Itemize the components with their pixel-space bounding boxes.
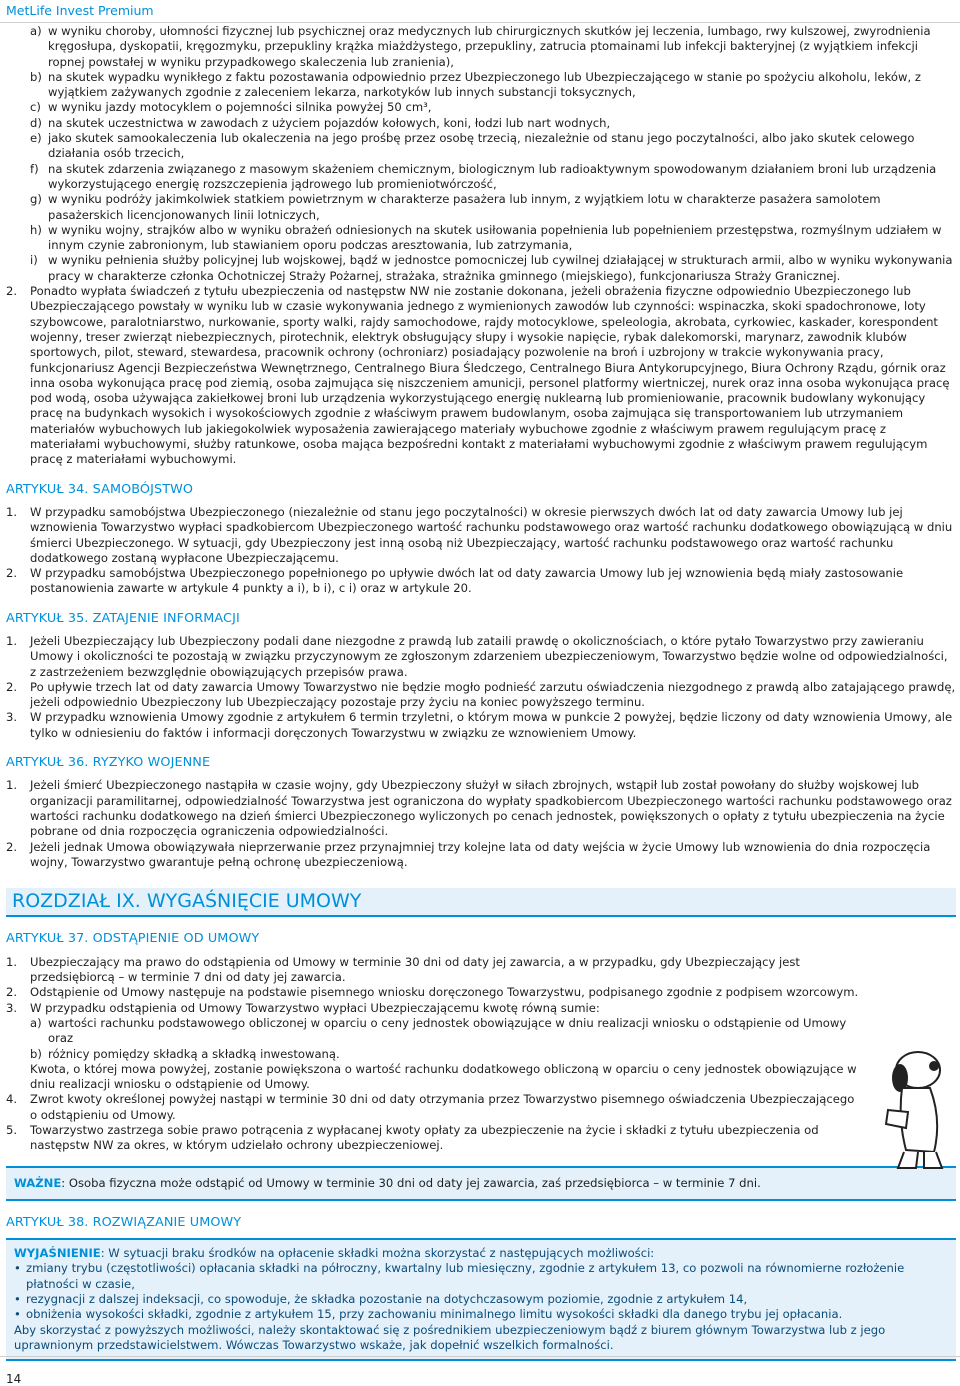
article-34-heading: ARTYKUŁ 34. SAMOBÓJSTWO xyxy=(6,481,194,497)
list-item: b) na skutek wypadku wynikłego z faktu pozostawania odpowiednio przez Ubezpieczonego lub Ubezpieczającego w stanie po spożyciu alkoholu, leków, z wyjątkiem zażywanych zgodnie z zaleceniem lekarza, narkotyków lub innych substancji toksycznych, xyxy=(30,69,921,100)
list-item: • rezygnacji z dalszej indeksacji, co spowoduje, że składka pozostanie na dotychczasowym poziomie, zgodnie z artykułem 14, xyxy=(14,1292,748,1307)
article-36-heading: ARTYKUŁ 36. RYZYKO WOJENNE xyxy=(6,755,211,771)
list-item: 2. W przypadku samobójstwa Ubezpieczonego popełnionego po upływie dwóch lat od daty zawarcia Umowy lub jej wznowienia będą miały zastosowanie postanowienia zawarte w artykule 4 punkty a i), b i), c i) oraz w artykule 20. xyxy=(6,566,904,596)
list-item: h) w wyniku wojny, strajków albo w wyniku obrażeń odniesionych na skutek usiłowania popełnienia lub popełnieniem przestępstwa, rozmyślnym udziałem w innym czynie zabronionym, lub stawianiem oporu podczas aresztowania, lub zatrzymania, xyxy=(30,222,942,253)
list-item: 3. W przypadku odstąpienia od Umowy Towarzystwo wypłaci Ubezpieczającemu kwotę równą sumie: xyxy=(6,1000,600,1015)
brand-title: MetLife Invest Premium xyxy=(6,3,154,18)
list-item: 5. Towarzystwo zastrzega sobie prawo potrącenia z wypłacanej kwoty opłaty za ubezpieczenie na życie i składki z tytułu ubezpieczenia od następstw NW za okres, w którym udzielało ochrony ubezpieczeniowej. xyxy=(6,1123,819,1153)
explanation-outro: Aby skorzystać z powyższych możliwości, należy skontaktować się z pośrednikiem ubezpieczeniowym bądź z biurem głównym Towarzystwa lub z jego uprawnionym przedstawicielstwem. Wówczas Towarzystwo wskaże, jak dopełnić wszelkich formalności. xyxy=(14,1322,886,1352)
list-item: i) w wyniku pełnienia służby policyjnej lub wojskowej, bądź w jednostce pomocniczej lub cywilnej działającej w strukturach armii, albo w wyniku wykonywania pracy w charakterze członka Ochotniczej Straży Pożarnej, strażaka, strażnika gminnego (miejskiego), funkcjonariusza Straży Granicznej. xyxy=(30,253,953,283)
list-item: g) w wyniku podróży jakimkolwiek statkiem powietrznym w charakterze pasażera lub innym, z wyjątkiem lotu w charakterze pasażera samolotem pasażerskich licencjonowanych linii lotniczych, xyxy=(30,192,881,222)
list-item: 1. Jeżeli śmierć Ubezpieczonego nastąpiła w czasie wojny, gdy Ubezpieczony służył w siłach zbrojnych, wstąpił lub został powołany do służby wojskowej lub organizacji paramilitarnej, odpowiedzialność Towarzystwa jest ograniczona do wypłaty spadkobiercom Ubezpieczonego wartości rachunku podstawowego oraz wartości rachunku dodatkowego na dzień śmierci Ubezpieczonego wyliczonych po cenach jednostek, powiększonych o opłaty z tytułu ubezpieczenia na życie pobrane od dnia rozpoczęcia ograniczenia odpowiedzialności. xyxy=(6,778,952,839)
page-header xyxy=(0,0,960,23)
list-item: 3. W przypadku wznowienia Umowy zgodnie z artykułem 6 termin trzyletni, o którym mowa w punkcie 2 powyżej, będzie liczony od daty wznowienia Umowy, ale tylko w odniesieniu do faktów i informacji doręczonych Towarzystwu w związku ze wznowieniem Umowy. xyxy=(6,710,953,740)
exclusions-list xyxy=(6,24,956,284)
important-label: WAŻNE xyxy=(14,1175,62,1190)
list-item: b) różnicy pomiędzy składką a składką inwestowaną. xyxy=(30,1046,340,1061)
list-item: d) na skutek uczestnictwa w zawodach z użyciem pojazdów kołowych, koni, łodzi lub nart wodnych, xyxy=(30,115,611,130)
chapter-title: ROZDZIAŁ IX. WYGAŚNIĘCIE UMOWY xyxy=(12,890,362,913)
document-body xyxy=(6,24,956,1361)
article-37-heading: ARTYKUŁ 37. ODSTĄPIENIE OD UMOWY xyxy=(6,931,260,947)
article-35-heading: ARTYKUŁ 35. ZATAJENIE INFORMACJI xyxy=(6,610,240,626)
list-item: 1. W przypadku samobójstwa Ubezpieczonego (niezależnie od stanu jego poczytalności) w okresie pierwszych dwóch lat od daty zawarcia Umowy lub jej wznowienia Towarzystwo wypłaci spadkobiercom Ubezpieczonego wartość rachunku podstawowego oraz wartość rachunku dodatkowego obowiązującą w dniu śmierci Ubezpieczonego. W sytuacji, gdy Ubezpieczony jest inną osobą niż Ubezpieczający, wartość rachunku podstawowego oraz wartość rachunku dodatkowego zostaną wypłacone Ubezpieczającemu. xyxy=(6,504,953,565)
page-number: 14 xyxy=(6,1372,22,1386)
list-item: • zmiany trybu (częstotliwości) opłacania składki na półroczny, kwartalny lub miesięczny, zgodnie z artykułem 13, co pozwoli na równomierne rozłożenie płatności w czasie, xyxy=(14,1261,905,1291)
footer-divider xyxy=(0,1356,960,1357)
important-text: : Osoba fizyczna może odstąpić od Umowy w terminie 30 dni od daty jej zawarcia, zaś przedsiębiorca – w terminie 7 dni. xyxy=(61,1175,761,1190)
list-item: f) na skutek zdarzenia związanego z masowym skażeniem chemicznym, biologicznym lub radioaktywnym spowodowanym działaniem broni lub urządzenia wykorzystującego energię rozszczepienia jądrowego lub promieniotwórczość, xyxy=(30,161,937,191)
sub-list xyxy=(6,1016,864,1092)
explanation-label: WYJAŚNIENIE xyxy=(14,1246,101,1261)
list-item: c) w wyniku jazdy motocyklem o pojemności silnika powyżej 50 cm³, xyxy=(30,100,432,115)
list-item: 2. Jeżeli jednak Umowa obowiązywała nieprzerwanie przez przynajmniej trzy kolejne lata od daty wejścia w życie Umowy lub wznowienia do dnia rozpoczęcia wojny, Towarzystwo gwarantuje pełną ochronę ubezpieczeniową. xyxy=(6,839,931,869)
explanation-box xyxy=(6,1238,956,1361)
list-item: 2. Po upływie trzech lat od daty zawarcia Umowy Towarzystwo nie będzie mogło podnieść zarzutu oświadczenia niezgodnego z prawdą albo zatajającego prawdę, jeżeli odpowiednio Ubezpieczony lub Ubezpieczający pozostaje przy życiu na koniec powyższego terminu. xyxy=(6,679,956,710)
article-37-body xyxy=(6,955,864,1154)
explanation-intro: : W sytuacji braku środków na opłacenie składki można skorzystać z następujących możliwości: xyxy=(100,1246,655,1261)
important-box xyxy=(6,1166,956,1201)
list-item: a) w wyniku choroby, ułomności fizycznej lub psychicznej oraz medycznych lub chirurgicznych skutków jej leczenia, lumbago, rwy kulszowej, zwyrodnienia kręgosłupa, dyskopatii, kręgozmyku, przepukliny krążka miażdżystego, przepukliny, zatrucia ptomainami lub infekcji bakteryjnej (z wyjątkiem infekcji ropnej powstałej w wyniku przypadkowego skaleczenia lub zranienia), xyxy=(30,24,931,69)
list-item: 1. Jeżeli Ubezpieczający lub Ubezpieczony podali dane niezgodne z prawdą lub zataili prawdę o okolicznościach, o które pytało Towarzystwo przy zawieraniu Umowy i okoliczności te pozostają w związku przyczynowym ze zgłoszonym zdarzeniem ubezpieczeniowym, Towarzystwo będzie wolne od odpowiedzialności, z zastrzeżeniem bezwzględnie obowiązujących przepisów prawa. xyxy=(6,633,948,679)
snoopy-illustration-icon xyxy=(868,1040,958,1175)
list-item: • obniżenia wysokości składki, zgodnie z artykułem 15, przy zachowaniu minimalnego limitu wysokości składki dla danego trybu jej opłacania. xyxy=(14,1307,843,1322)
article-38-heading: ARTYKUŁ 38. ROZWIĄZANIE UMOWY xyxy=(6,1214,242,1230)
list-item: 4. Zwrot kwoty określonej powyżej nastąpi w terminie 30 dni od daty otrzymania przez Towarzystwo pisemnego oświadczenia Ubezpieczającego o odstąpieniu od Umowy. xyxy=(6,1092,855,1122)
list-item: 1. Ubezpieczający ma prawo do odstąpienia od Umowy w terminie 30 dni od daty jej zawarcia, a w przypadku, gdy Ubezpieczający jest przedsiębiorcą – w terminie 7 dni od daty jej zawarcia. xyxy=(6,954,800,985)
list-item: e) jako skutek samookaleczenia lub okaleczenia na jego prośbę przez osobę trzecią, niezależnie od stanu jego poczytalności, albo jako skutek celowego działania osób trzecich, xyxy=(30,131,915,161)
list-item: a) wartości rachunku podstawowego obliczonej w oparciu o ceny jednostek obowiązujące w dniu realizacji wniosku o odstąpienie od Umowy oraz xyxy=(30,1015,847,1046)
note-text: Kwota, o której mowa powyżej, zostanie powiększona o wartość rachunku dodatkowego obliczoną w oparciu o ceny jednostek obowiązujące w dniu realizacji wniosku o odstąpienie od Umowy. xyxy=(30,1061,857,1092)
list-item: 2. Odstąpienie od Umowy następuje na podstawie pisemnego wniosku doręczonego Towarzystwu, podpisanego zgodnie z podpisem wzorcowym. xyxy=(6,985,859,1000)
chapter-9-banner xyxy=(6,888,956,917)
paragraph-2: 2. Ponadto wypłata świadczeń z tytułu ubezpieczenia od następstw NW nie zostanie dokonana, jeżeli obrażenia fizyczne odpowiednio Ubezpieczonego lub Ubezpieczającego powstały w wyniku lub w czasie wykonywania jednego z wymienionych zawodów lub czynności: wspinaczka, skoki spadochronowe, loty szybowcowe, paralotniarstwo, nurkowanie, sporty walki, rajdy samochodowe, rajdy motocyklowe, speleologia, akrobata, cyrkowiec, kaskader, korespondent wojenny, treser zwierząt niebezpiecznych, pirotechnik, elektryk obsługujący słupy i wysokie napięcie, rybak dalekomorski, marynarz, zawodnik klubów sportowych, pilot, steward, stewardesa, pracownik ochrony (ochroniarz) posiadający pozwolenie na broń i uzbrojony w trakcie wykonywania pracy, funkcjonariusz Agencji Bezpieczeństwa Wewnętrznego, Centralnego Biura Śledczego, Centralnego Biura Antykorupcyjnego, Biura Ochrony Rządu, górnik oraz inna osoba wykonująca pracę pod ziemią, osoba zajmująca się niszczeniem amunicji, personel platformy wiertniczej, nurek oraz inna osoba wykonująca pracę pod wodą, osoba używająca zakiełkowej broni lub urządzenia wykorzystującego energię nuklearną lub promieniowanie, pracownik budowlany wykonujący pracę na budynkach wysokich i wysokościowych zgodnie z właściwym prawem budowlanym, osoba zajmująca się transportowaniem lub utrzymaniem materiałów wybuchowych lub jakiegokolwiek wyposażenia zawierającego materiały wybuchowe zgodnie z właściwym prawem regulującym pracę z materiałami wybuchowymi, służby ratunkowe, osoba mająca bezpośredni kontakt z materiałami wybuchowymi zgodnie z właściwym prawem regulującym pracę z materiałami wybuchowymi. xyxy=(6,284,950,467)
